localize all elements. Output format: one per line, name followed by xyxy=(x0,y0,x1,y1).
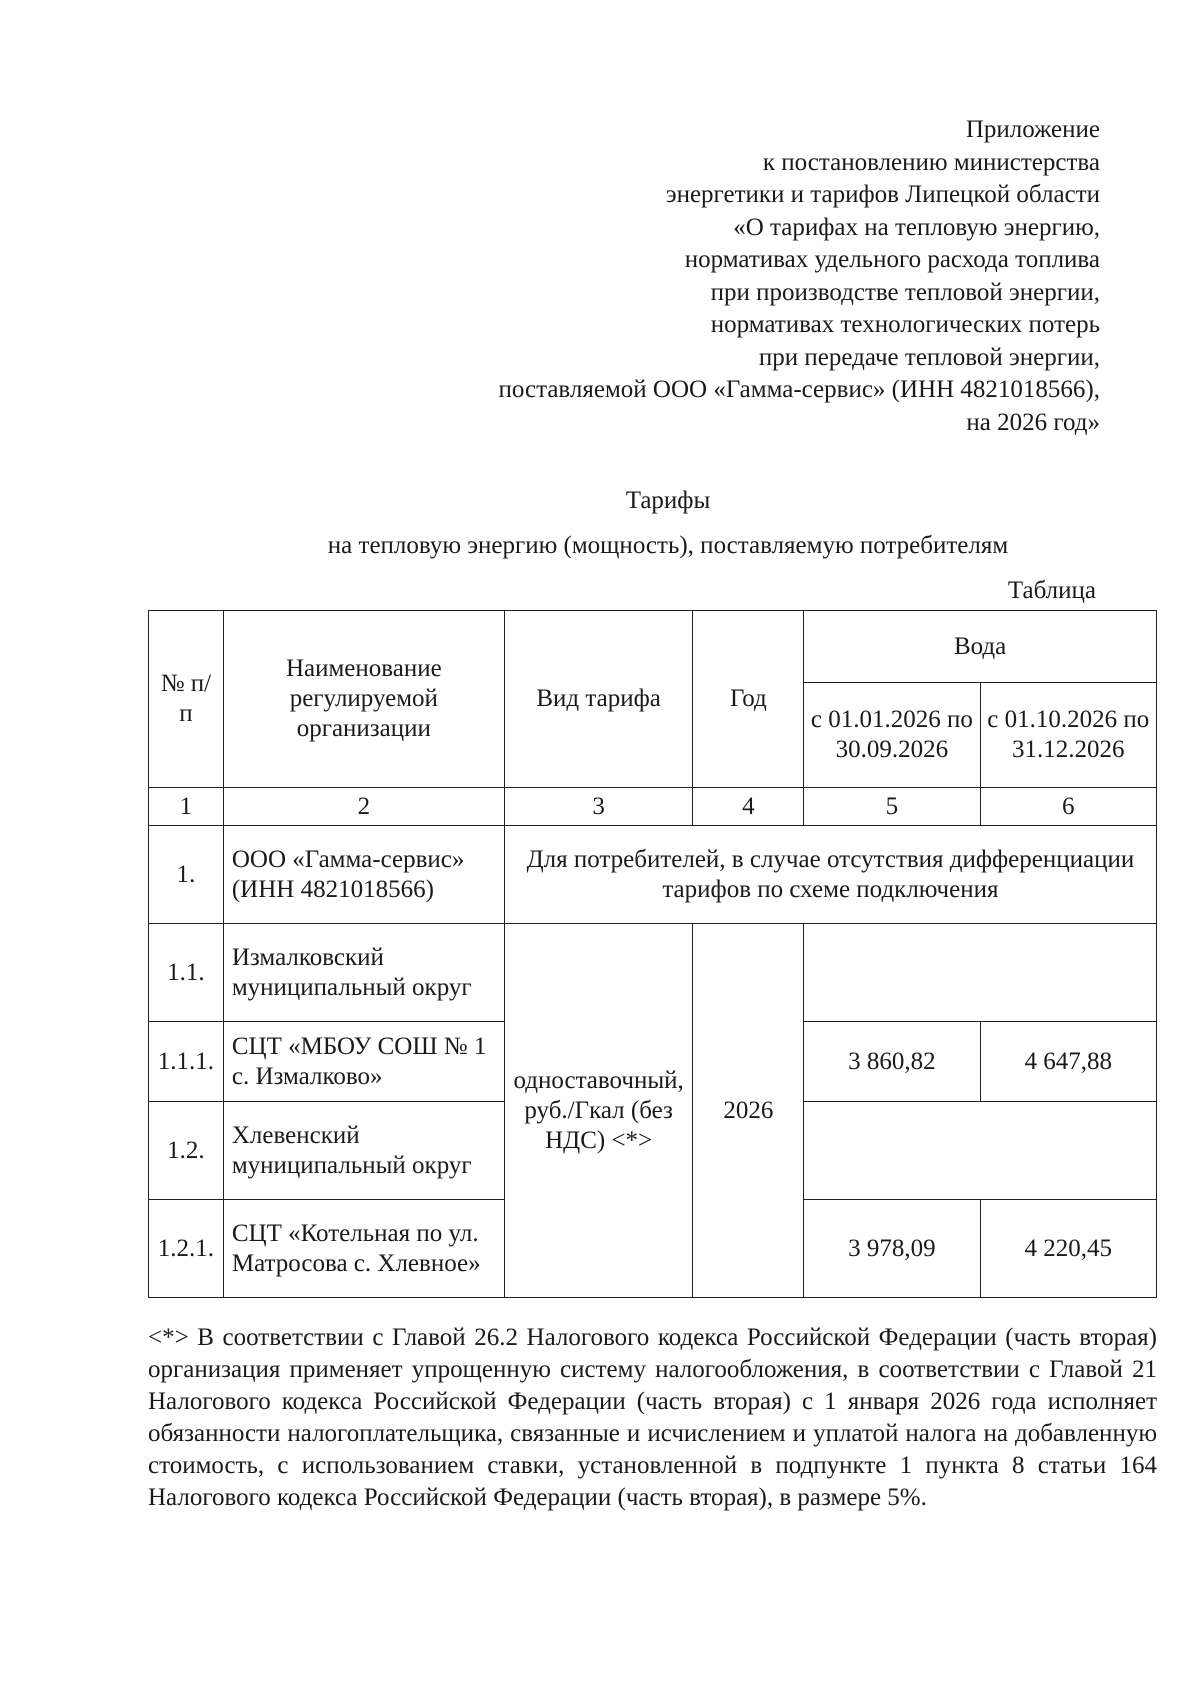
header-water: Вода xyxy=(804,611,1157,683)
col-number: 1 xyxy=(149,788,224,826)
row-name: Хлевенский муниципальный округ xyxy=(223,1102,504,1200)
header-tariff-type: Вид тарифа xyxy=(504,611,693,788)
appendix-line: «О тарифах на тепловую энергию, xyxy=(733,213,1100,241)
table-label: Таблица xyxy=(1007,577,1096,604)
appendix-line: на 2026 год» xyxy=(966,408,1100,436)
table-row-org xyxy=(149,826,1157,924)
row-num: 1. xyxy=(149,826,224,924)
value-period-2: 4 647,88 xyxy=(980,1022,1156,1102)
appendix-line: при передаче тепловой энергии, xyxy=(758,343,1100,371)
appendix-line: поставляемой ООО «Гамма-сервис» (ИНН 4821018566), xyxy=(498,376,1100,403)
appendix-line: к постановлению министерства xyxy=(762,148,1100,176)
value-period-1: 3 860,82 xyxy=(804,1022,980,1102)
header-name: Наименование регулируемой организации xyxy=(223,611,504,788)
row-name: ООО «Гамма-сервис» (ИНН 4821018566) xyxy=(223,826,504,924)
tariff-type-cell: одноставочный, руб./Гкал (без НДС) <*> xyxy=(504,924,693,1298)
org-note: Для потребителей, в случае отсутствия дифференциации тарифов по схеме подключения xyxy=(504,826,1156,924)
row-num: 1.2. xyxy=(149,1102,224,1200)
row-name: Измалковский муниципальный округ xyxy=(223,924,504,1022)
appendix-line: энергетики и тарифов Липецкой области xyxy=(665,181,1100,208)
empty-value-cell xyxy=(804,924,1157,1022)
row-num: 1.2.1. xyxy=(149,1200,224,1298)
year-cell: 2026 xyxy=(693,924,804,1298)
header-row xyxy=(149,611,1157,683)
header-year: Год xyxy=(693,611,804,788)
row-name: СЦТ «Котельная по ул. Матросова с. Хлевное» xyxy=(223,1200,504,1298)
appendix-line: нормативах удельного расхода топлива xyxy=(684,246,1100,273)
header-period-1: с 01.01.2026 по 30.09.2026 xyxy=(804,683,980,788)
row-num: 1.1. xyxy=(149,924,224,1022)
header-num: № п/п xyxy=(149,611,224,788)
document-subtitle: на тепловую энергию (мощность), поставляемую потребителям xyxy=(327,532,1009,559)
appendix-header xyxy=(380,114,1100,439)
empty-value-cell xyxy=(804,1102,1157,1200)
col-number: 5 xyxy=(804,788,980,826)
col-number: 6 xyxy=(980,788,1156,826)
header-period-2: с 01.10.2026 по 31.12.2026 xyxy=(980,683,1156,788)
table-row xyxy=(149,924,1157,1022)
column-numbers-row xyxy=(149,788,1157,826)
appendix-line: при производстве тепловой энергии, xyxy=(710,278,1100,306)
col-number: 3 xyxy=(504,788,693,826)
appendix-line: нормативах технологических потерь xyxy=(710,311,1100,338)
row-name: СЦТ «МБОУ СОШ № 1 с. Измалково» xyxy=(223,1022,504,1102)
value-period-1: 3 978,09 xyxy=(804,1200,980,1298)
col-number: 2 xyxy=(223,788,504,826)
tariff-table xyxy=(148,610,1157,1298)
footnote: <*> В соответствии с Главой 26.2 Налогового кодекса Российской Федерации (часть вторая) организация применяет упрощенную систему налогообложения, в соответствии с Главой 21 Налогового кодекса Российской Федерации (часть вторая) с 1 января 2026 года исполняет обязанности налогоплательщика, связанные и исчислением и уплатой налога на добавленную стоимость, с использованием ставки, установленной в подпункте 1 пункта 8 статьи 164 Налогового кодекса Российской Федерации (часть вторая), в размере 5%. xyxy=(148,1324,1157,1511)
col-number: 4 xyxy=(693,788,804,826)
appendix-line: Приложение xyxy=(965,116,1100,143)
document-title: Тарифы xyxy=(625,487,711,514)
row-num: 1.1.1. xyxy=(149,1022,224,1102)
value-period-2: 4 220,45 xyxy=(980,1200,1156,1298)
